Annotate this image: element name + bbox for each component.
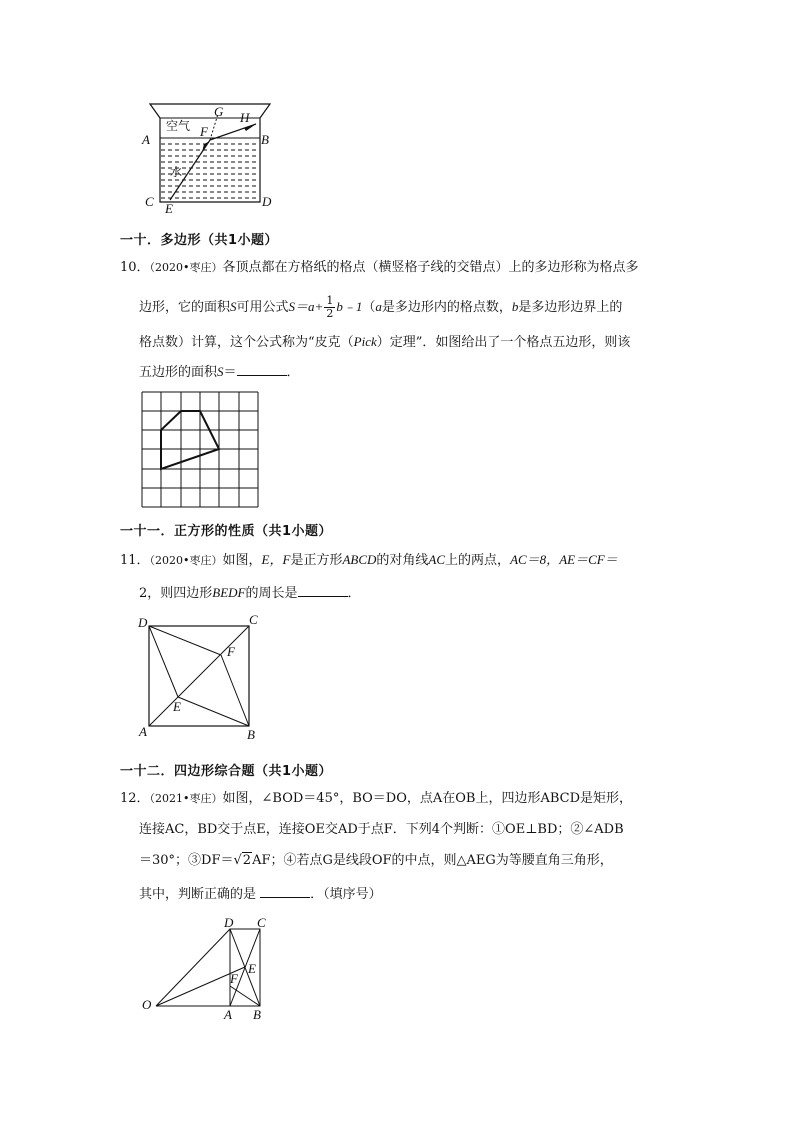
label-c: C: [145, 194, 154, 209]
text-fragment: 上的两点，: [445, 553, 511, 568]
rectangle-angle-figure: [138, 915, 273, 1025]
var-s: S: [217, 364, 224, 379]
var-a: a: [375, 299, 382, 314]
question-10-line-2: [139, 295, 622, 320]
label-f: F: [227, 644, 235, 659]
question-source: （2020•枣庄）: [149, 554, 223, 567]
text-fragment: AF；④若点G是线段OF的中点，则△AEG为等腰直角三角形，: [252, 853, 613, 868]
section-12-heading: 一十二．四边形综合题（共1小题）: [120, 764, 333, 779]
label-a: A: [224, 1007, 232, 1022]
text-fragment: 是多边形内的格点数，: [381, 300, 512, 315]
var-b: b: [511, 299, 519, 314]
question-source: （2021•枣庄）: [149, 792, 223, 805]
text-fragment: ．: [347, 586, 361, 601]
label-h: H: [240, 110, 250, 125]
question-10-line-3: [139, 335, 630, 350]
equation: AC＝8，: [510, 552, 560, 567]
square-diagonal-figure: [135, 612, 265, 742]
text-fragment: 其中，判断正确的是: [139, 887, 257, 902]
text-fragment: 如图，: [222, 553, 262, 568]
question-text: 连接AC，BD交于点E，连接OE交AD于点F．下列4个判断：①OE⊥BD；②∠ADB: [139, 822, 624, 837]
question-10-line-4: [139, 363, 300, 380]
text-fragment: ．: [286, 365, 300, 380]
label-air: 空气: [166, 119, 191, 133]
label-o: O: [142, 997, 152, 1012]
question-11-line-2: [139, 584, 361, 601]
question-text: 如图，∠BOD＝45°，BO＝DO，点A在OB上，四边形ABCD是矩形，: [222, 791, 633, 806]
text-fragment: 是多边形边界上的: [518, 300, 623, 315]
answer-blank[interactable]: [298, 584, 348, 597]
label-a: A: [142, 132, 150, 147]
question-number: 11．: [120, 553, 150, 568]
question-12-line-2: [139, 823, 624, 837]
label-e: E: [173, 699, 181, 714]
lattice-pentagon-figure: [141, 391, 261, 511]
equation: AE＝CF＝: [559, 552, 618, 567]
question-text: 各顶点都在方格纸的格点（横竖格子线的交错点）上的多边形称为格点多: [222, 260, 639, 275]
sqrt-expression: √2: [233, 853, 252, 868]
sqrt-radicand: 2: [242, 853, 252, 868]
label-c: C: [257, 915, 266, 930]
text-fragment: 的对角线: [376, 553, 429, 568]
question-12-line-1: [120, 792, 632, 806]
formula-pre: S＝a+: [288, 299, 324, 314]
label-f: F: [230, 971, 238, 986]
text-fragment: ）定理”．如图给出了一个格点五边形，则该: [376, 335, 631, 350]
answer-blank[interactable]: [237, 363, 287, 376]
fraction-denominator: 2: [326, 307, 334, 320]
question-number: 12．: [120, 791, 150, 806]
label-e: E: [248, 961, 256, 976]
label-e: E: [165, 201, 173, 215]
pick-name: Pick: [353, 334, 377, 349]
text-fragment: 边形，它的面积: [139, 300, 231, 315]
label-f: F: [200, 124, 208, 139]
question-number: 10．: [120, 260, 150, 275]
text-fragment: ＝: [223, 365, 237, 380]
label-d: D: [138, 615, 148, 630]
label-g: G: [214, 104, 224, 119]
fraction-half: [324, 295, 335, 320]
text-fragment: 五边形的面积: [139, 365, 218, 380]
label-b: B: [253, 1007, 261, 1022]
var-s: S: [230, 299, 237, 314]
refraction-tank-figure: [140, 100, 290, 215]
text-fragment: 2，则四边形: [139, 586, 213, 601]
text-fragment: ＝30°；③DF＝: [139, 853, 234, 868]
answer-blank[interactable]: [260, 885, 310, 898]
question-source: （2020•枣庄）: [149, 261, 223, 274]
question-10-line-1: [120, 261, 639, 275]
label-b: B: [261, 132, 269, 147]
label-a: A: [139, 724, 147, 739]
var-ef: E，F: [261, 552, 291, 567]
text-fragment: 的周长是: [245, 586, 298, 601]
question-12-line-4: [139, 885, 382, 902]
text-fragment: ．（填序号）: [310, 887, 382, 902]
label-d: D: [224, 915, 234, 930]
section-10-heading: 一十．多边形（共1小题）: [120, 233, 279, 248]
label-b: B: [247, 727, 255, 742]
label-c: C: [249, 612, 258, 627]
section-11-heading: 一十一．正方形的性质（共1小题）: [120, 524, 333, 539]
text-fragment: 格点数）计算，这个公式称为“皮克（: [139, 335, 354, 350]
question-11-line-1: [120, 553, 618, 568]
label-d: D: [262, 194, 272, 209]
formula-post: b﹣1: [336, 299, 363, 314]
fraction-numerator: 1: [326, 294, 334, 307]
var-abcd: ABCD: [342, 552, 377, 567]
text-fragment: 可用公式: [236, 300, 289, 315]
question-12-line-3: [139, 854, 613, 868]
text-fragment: 是正方形: [290, 553, 343, 568]
var-ac: AC: [428, 552, 446, 567]
var-bedf: BEDF: [212, 585, 246, 600]
text-fragment: （: [362, 300, 376, 315]
label-water: 水: [170, 165, 183, 179]
